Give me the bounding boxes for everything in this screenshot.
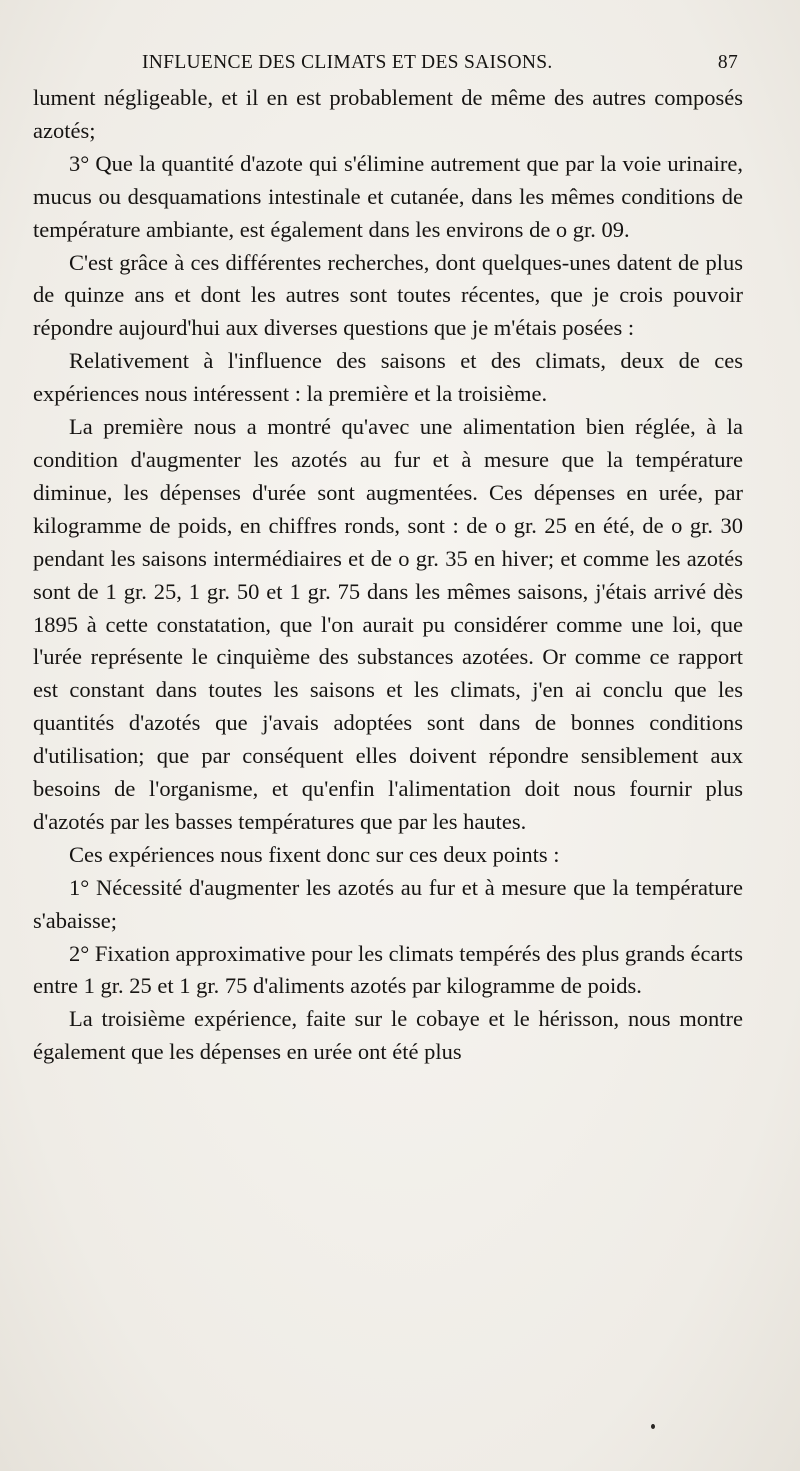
paragraph-relatively: Relativement à l'influence des saisons et des climats, deux de ces expériences nous intéressent : la première et la troisième. bbox=[33, 348, 743, 407]
paragraph-point-1: 1° Nécessité d'augmenter les azotés au fur et à mesure que la température s'abaisse; bbox=[33, 874, 743, 933]
paragraph-point-2: 2° Fixation approximative pour les climats tempérés des plus grands écarts entre 1 gr. 25 et 1 gr. 75 d'aliments azotés par kilogramme de poids. bbox=[33, 940, 743, 999]
running-head: INFLUENCE DES CLIMATS ET DES SAISONS. bbox=[142, 52, 553, 73]
ink-speck bbox=[651, 1424, 655, 1429]
page-number: 87 bbox=[717, 52, 738, 73]
paragraph-first-experiment: La première nous a montré qu'avec une alimentation bien réglée, à la condition d'augmenter les azotés au fur et à mesure que la température diminue, les dépenses d'urée sont augmentées. Ces dépenses en urée, par kilogramme de poids, en chiffres ronds, sont : de o gr. 25 en été, de o gr. 30 pendant les saisons intermédiaires et de o gr. 35 en hiver; et comme les azotés sont de 1 gr. 25, 1 gr. 50 et 1 gr. 75 dans les mêmes saisons, j'étais arrivé dès 1895 à cette constatation, que l'on aurait pu considérer comme une loi, que l'urée représente le cinquième des substances azotées. Or comme ce rapport est constant dans toutes les saisons et les climats, j'en ai conclu que les quantités d'azotés que j'avais adoptées sont dans de bonnes conditions d'utilisation; que par conséquent elles doivent répondre sensiblement aux besoins de l'organisme, et qu'enfin l'alimentation doit nous fournir plus d'azotés par les basses températures que par les hautes. bbox=[33, 414, 743, 834]
paragraph-continued: lument négligeable, et il en est probablement de même des autres composés azotés; bbox=[33, 85, 743, 143]
paragraph-research: C'est grâce à ces différentes recherches, dont quelques-unes datent de plus de quinze ans et dont les autres sont toutes récentes, que je crois pouvoir répondre aujourd'hui aux diverses questions que je m'étais posées : bbox=[33, 249, 743, 341]
page-header bbox=[142, 46, 740, 86]
paragraph-two-points: Ces expériences nous fixent donc sur ces deux points : bbox=[69, 841, 560, 867]
paragraph-point-3: 3° Que la quantité d'azote qui s'élimine autrement que par la voie urinaire, mucus ou desquamations intestinale et cutanée, dans les mêmes conditions de température ambiante, est également dans les environs de o gr. 09. bbox=[33, 150, 743, 242]
body-text bbox=[33, 82, 743, 1069]
paragraph-third-experiment: La troisième expérience, faite sur le cobaye et le hérisson, nous montre également que les dépenses en urée ont été plus bbox=[33, 1006, 743, 1065]
